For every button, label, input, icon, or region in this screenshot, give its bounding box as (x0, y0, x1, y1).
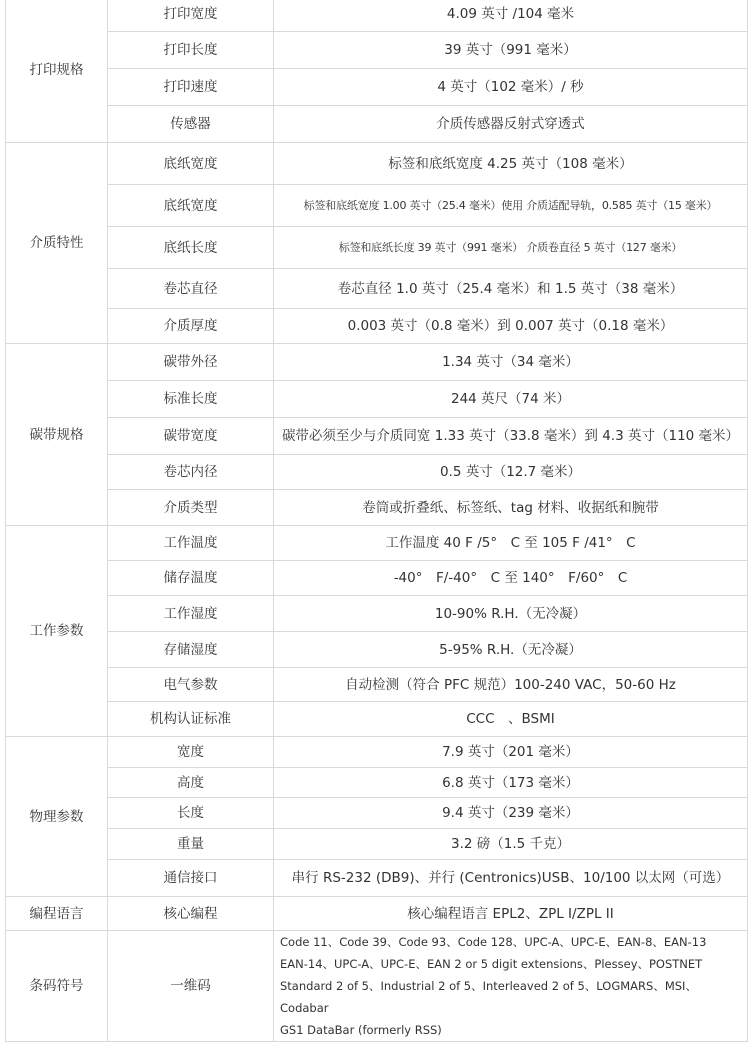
spec-value: 244 英尺（74 米） (274, 381, 748, 418)
spec-row (6, 269, 748, 309)
barcode-list-line: Standard 2 of 5、Industrial 2 of 5、Interleaved 2 of 5、LOGMARS、MSI、Codabar (280, 979, 697, 1015)
spec-label: 卷芯内径 (108, 455, 274, 490)
spec-label: 重量 (108, 829, 274, 860)
spec-row (6, 185, 748, 227)
spec-label: 底纸宽度 (108, 143, 274, 185)
spec-label: 打印宽度 (108, 0, 274, 32)
spec-value: -40° F/-40° C 至 140° F/60° C (274, 561, 748, 596)
spec-label: 标准长度 (108, 381, 274, 418)
spec-row (6, 702, 748, 737)
spec-value: 0.003 英寸（0.8 毫米）到 0.007 英寸（0.18 毫米） (274, 309, 748, 344)
spec-row (6, 418, 748, 455)
spec-value: 6.8 英寸（173 毫米） (274, 768, 748, 798)
spec-value: 4 英寸（102 毫米）/ 秒 (274, 69, 748, 106)
spec-label: 底纸宽度 (108, 185, 274, 227)
spec-label: 一维码 (108, 931, 274, 1042)
spec-label: 储存温度 (108, 561, 274, 596)
spec-row (6, 668, 748, 702)
spec-row (6, 596, 748, 632)
spec-label: 碳带外径 (108, 344, 274, 381)
spec-row (6, 143, 748, 185)
spec-label: 介质类型 (108, 490, 274, 526)
spec-row (6, 798, 748, 829)
barcode-list-line: Code 11、Code 39、Code 93、Code 128、UPC-A、UPC-E、EAN-8、EAN-13 (280, 935, 707, 949)
spec-label: 机构认证标准 (108, 702, 274, 737)
spec-label: 高度 (108, 768, 274, 798)
spec-row (6, 0, 748, 32)
spec-label: 通信接口 (108, 860, 274, 897)
spec-row (6, 490, 748, 526)
section-category-label: 碳带规格 (6, 344, 108, 526)
spec-row (6, 768, 748, 798)
spec-label: 核心编程 (108, 897, 274, 931)
spec-value: 标签和底纸宽度 1.00 英寸（25.4 毫米）使用 介质适配导轨，0.585 英寸（15 毫米） (274, 185, 748, 227)
spec-value: 卷芯直径 1.0 英寸（25.4 毫米）和 1.5 英寸（38 毫米） (274, 269, 748, 309)
spec-label: 工作温度 (108, 526, 274, 561)
spec-label: 卷芯直径 (108, 269, 274, 309)
spec-row (6, 69, 748, 106)
spec-row (6, 32, 748, 69)
section-category-label: 介质特性 (6, 143, 108, 344)
spec-value: 卷筒或折叠纸、标签纸、tag 材料、收据纸和腕带 (274, 490, 748, 526)
spec-row (6, 860, 748, 897)
spec-value: 10-90% R.H.（无冷凝） (274, 596, 748, 632)
spec-value: 39 英寸（991 毫米） (274, 32, 748, 69)
spec-label: 打印速度 (108, 69, 274, 106)
section-category-label: 条码符号 (6, 931, 108, 1042)
spec-label: 长度 (108, 798, 274, 829)
spec-row (6, 897, 748, 931)
section-category-label: 工作参数 (6, 526, 108, 737)
spec-value: 介质传感器反射式穿透式 (274, 106, 748, 143)
spec-value: 1.34 英寸（34 毫米） (274, 344, 748, 381)
spec-value: 工作温度 40 F /5° C 至 105 F /41° C (274, 526, 748, 561)
spec-row (6, 227, 748, 269)
spec-value: 9.4 英寸（239 毫米） (274, 798, 748, 829)
spec-value (274, 931, 748, 1042)
spec-row (6, 106, 748, 143)
spec-value: 串行 RS-232 (DB9)、并行 (Centronics)USB、10/100 以太网（可选） (274, 860, 748, 897)
spec-value: 碳带必须至少与介质同宽 1.33 英寸（33.8 毫米）到 4.3 英寸（110 毫米） (274, 418, 748, 455)
section-category-label: 打印规格 (6, 0, 108, 143)
barcode-list-line: EAN-14、UPC-A、UPC-E、EAN 2 or 5 digit extensions、Plessey、POSTNET (280, 957, 703, 971)
section-category-label: 物理参数 (6, 737, 108, 897)
spec-row (6, 561, 748, 596)
spec-label: 工作湿度 (108, 596, 274, 632)
spec-label: 电气参数 (108, 668, 274, 702)
spec-table-body (6, 0, 748, 1042)
spec-label: 存储湿度 (108, 632, 274, 668)
spec-label: 打印长度 (108, 32, 274, 69)
spec-value: 0.5 英寸（12.7 毫米） (274, 455, 748, 490)
spec-value: 自动检测（符合 PFC 规范）100-240 VAC，50-60 Hz (274, 668, 748, 702)
spec-value: 标签和底纸长度 39 英寸（991 毫米） 介质卷直径 5 英寸（127 毫米） (274, 227, 748, 269)
spec-row (6, 737, 748, 768)
spec-value: 4.09 英寸 /104 毫米 (274, 0, 748, 32)
spec-value: 核心编程语言 EPL2、ZPL I/ZPL II (274, 897, 748, 931)
spec-value: 标签和底纸宽度 4.25 英寸（108 毫米） (274, 143, 748, 185)
spec-value: CCC 、BSMI (274, 702, 748, 737)
section-category-label: 编程语言 (6, 897, 108, 931)
spec-label: 介质厚度 (108, 309, 274, 344)
spec-row (6, 381, 748, 418)
spec-label: 传感器 (108, 106, 274, 143)
spec-label: 底纸长度 (108, 227, 274, 269)
spec-row (6, 455, 748, 490)
spec-row (6, 632, 748, 668)
spec-label: 宽度 (108, 737, 274, 768)
spec-value: 7.9 英寸（201 毫米） (274, 737, 748, 768)
spec-value: 5-95% R.H.（无冷凝） (274, 632, 748, 668)
spec-row (6, 526, 748, 561)
spec-row (6, 309, 748, 344)
spec-row (6, 829, 748, 860)
spec-table (5, 0, 748, 1042)
spec-label: 碳带宽度 (108, 418, 274, 455)
spec-row (6, 344, 748, 381)
barcode-list-line: GS1 DataBar (formerly RSS) (280, 1023, 442, 1037)
spec-value: 3.2 磅（1.5 千克） (274, 829, 748, 860)
spec-row (6, 931, 748, 1042)
